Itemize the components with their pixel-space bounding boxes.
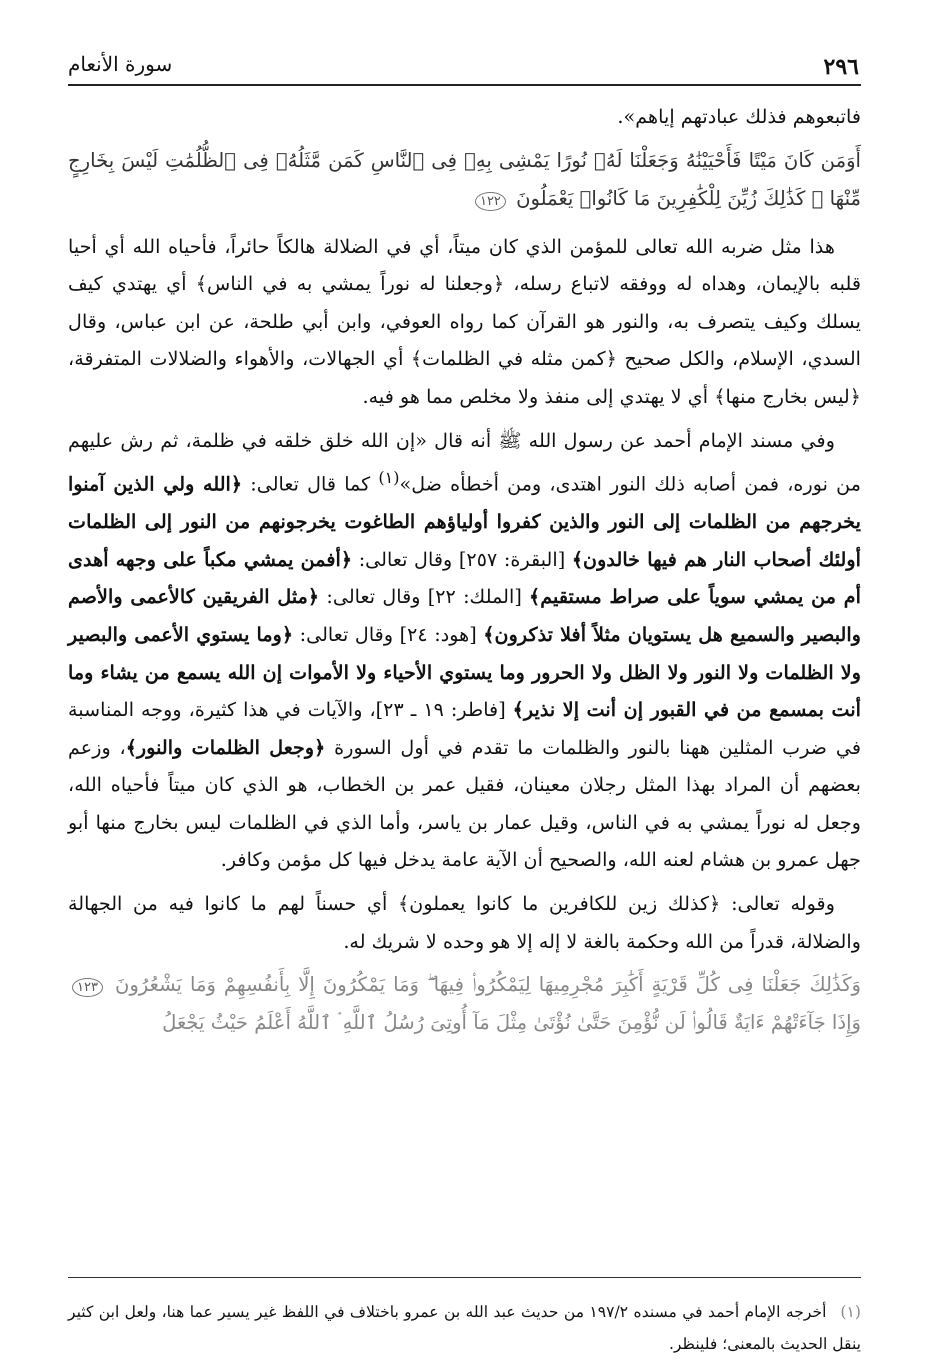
quoted-verse: ﴿مثل الفريقين كالأعمى والأصم والبصير والسميع هل يستويان مثلاً أفلا تذكرون﴾ [68, 585, 861, 646]
quoted-verse: ﴿وما يستوي الأعمى والبصير ولا الظلمات ولا النور ولا الظل ولا الحرور وما يستوي الأحياء ولا الأموات إن الله يسمع من يشاء وما أنت بمسمع من في القبور إن أنت إلا نذير﴾ [68, 622, 861, 722]
page [68, 0, 861, 1369]
verse-number: ١٢٢ [475, 192, 506, 211]
surah-name: سورة الأنعام [68, 52, 173, 76]
text-span: كما قال تعالى: [242, 472, 379, 496]
quoted-verse: ﴿وجعل الظلمات والنور﴾ [125, 735, 326, 759]
tafsir-paragraph-2 [68, 422, 861, 880]
tafsir-paragraph-1: هذا مثل ضربه الله تعالى للمؤمن الذي كان ميتاً، أي في الضلالة هالكاً حائراً، فأحياه الله أي أحيا قلبه بالإيمان، وهداه له ووفقه لاتباع رسله، ﴿وجعلنا له نوراً يمشي به في الناس﴾ أي يهتدي كيف يسلك وكيف يتصرف به، والنور هو القرآن كما رواه العوفي، وابن أبي طلحة، عن ابن عباس، وقال السدي، الإسلام، والكل صحيح ﴿كمن مثله في الظلمات﴾ أي الجهالات، والأهواء والضلالات المتفرقة، ﴿ليس بخارج منها﴾ أي لا يهتدي إلى منفذ ولا مخلص مما هو فيه. [68, 234, 861, 408]
quoted-verse: ﴿الله ولي الذين آمنوا يخرجهم من الظلمات إلى النور والذين كفروا أولياؤهم الطاغوت يخرجونهم من النور إلى الظلمات أولئك أصحاب النار هم فيها خالدون﴾ [68, 472, 861, 571]
verse-number: ١٢٣ [72, 978, 103, 997]
verse-text: وَإِذَا جَآءَتْهُمْ ءَايَةٌ قَالُوا۟ لَن نُّؤْمِنَ حَتَّىٰ نُؤْتَىٰ مِثْلَ مَآ أُوتِىَ رُسُلُ ٱللَّهِ ۘ ٱللَّهُ أَعْلَمُ حَيْثُ يَجْعَلُ [162, 1011, 861, 1035]
text-span: ، وزعم بعضهم أن المراد بهذا المثل رجلان معينان، فقيل عمر بن الخطاب، هو الذي كان ميتاً فأحياه الله، وجعل له نوراً يمشي به في الناس، وقيل عمار بن ياسر، وأما الذي في الظلمات ليس بخارج منها أبو جهل عمرو بن هشام لعنه الله، والصحيح أن الآية عامة يدخل فيها كل مؤمن وكافر. [68, 735, 861, 872]
main-text [68, 98, 861, 1052]
text-span: [البقرة: ٢٥٧] وقال تعالى: [352, 547, 572, 571]
verse-text: أَوَمَن كَانَ مَيْتًا فَأَحْيَيْنَٰهُ وَجَعَلْنَا لَهُۥ نُورًا يَمْشِى بِهِۦ فِى ٱلنَّاسِ كَمَن مَّثَلُهُۥ فِى ٱلظُّلُمَٰتِ لَيْسَ بِخَارِجٍ مِّنْهَا ۚ كَذَٰلِكَ زُيِّنَ لِلْكَٰفِرِينَ مَا كَانُوا۟ يَعْمَلُونَ [68, 148, 861, 210]
page-header [68, 50, 861, 86]
footnote-ref: (١) [378, 468, 400, 488]
footnote-text: أخرجه الإمام أحمد في مسنده ١٩٧/٢ من حديث عبد الله بن عمرو باختلاف في اللفظ غير يسير عما هنا، ولعل ابن كثير ينقل الحديث بالمعنى؛ فلينظر. [68, 1303, 861, 1353]
text-span: [هود: ٢٤] وقال تعالى: [293, 622, 484, 646]
footnote-number: (١) [840, 1303, 861, 1321]
quran-verse-122 [68, 142, 861, 218]
text-span: [الملك: ٢٢] وقال تعالى: [319, 585, 530, 609]
paragraph-continuation: فاتبعوهم فذلك عبادتهم إياهم». [617, 105, 861, 128]
quran-verses-123-124 [68, 966, 861, 1042]
text-span: وقوله تعالى: [720, 892, 835, 916]
footnotes [68, 1277, 861, 1360]
text-span: أي حسناً لهم ما كانوا فيه من الجهالة والضلالة، قدراً من الله وحكمة بالغة لا إله إلا هو وحده لا شريك له. [68, 892, 861, 953]
footnote-1 [68, 1296, 861, 1360]
quoted-verse: ﴿كذلك زين للكافرين ما كانوا يعملون﴾ [398, 892, 721, 916]
text-span: [فاطر: ١٩ ـ ٢٣]، والآيات في هذا كثيرة، ووجه المناسبة في ضرب المثلين ههنا بالنور والظلمات ما تقدم في أول السورة [68, 698, 861, 759]
verse-text: وَكَذَٰلِكَ جَعَلْنَا فِى كُلِّ قَرْيَةٍ أَكَٰبِرَ مُجْرِمِيهَا لِيَمْكُرُوا۟ فِيهَا ۖ وَمَا يَمْكُرُونَ إِلَّا بِأَنفُسِهِمْ وَمَا يَشْعُرُونَ [114, 973, 862, 997]
page-number: ٢٩٦ [823, 54, 859, 80]
quoted-verse: ﴿أفمن يمشي مكباً على وجهه أهدى أم من يمشي سوياً على صراط مستقيم﴾ [68, 547, 861, 609]
tafsir-paragraph-3 [68, 885, 861, 960]
text-span: وفي مسند الإمام أحمد عن رسول الله ﷺ أنه قال «إن الله خلق خلقه في ظلمة، ثم رش عليهم من نوره، فمن أصابه ذلك النور اهتدى، ومن أخطأه ضل» [68, 428, 861, 496]
